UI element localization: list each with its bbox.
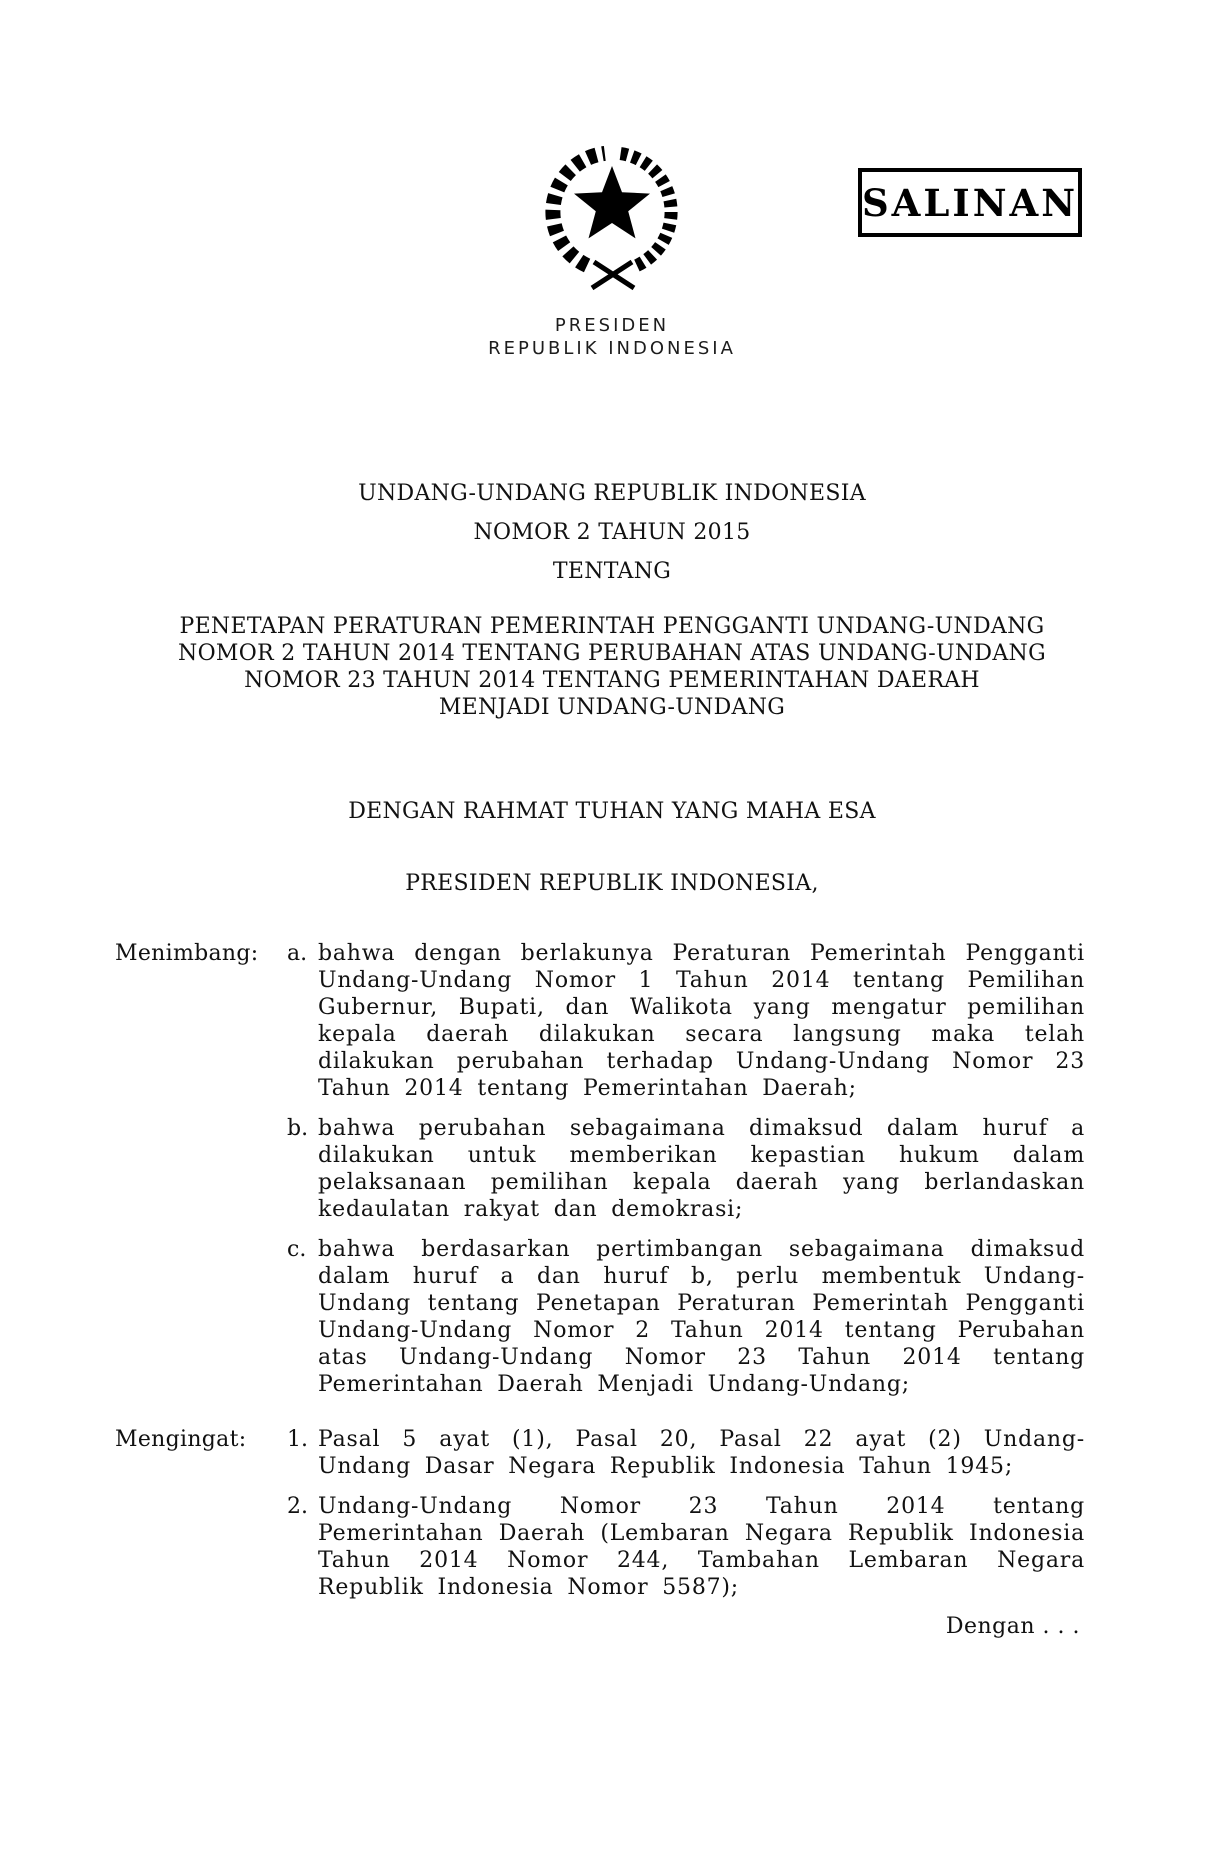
item-marker: 1.: [287, 1427, 308, 1452]
document-title-line1: UNDANG-UNDANG REPUBLIK INDONESIA: [358, 481, 866, 506]
recalling-section: [0, 1426, 1224, 1601]
letterhead-line1: PRESIDEN: [554, 315, 670, 336]
document-title-line3: TENTANG: [552, 559, 672, 584]
item-text: bahwa berdasarkan pertimbangan sebagaimana dimaksud dalam huruf a dan huruf b, perlu membentuk Undang-Undang tentang Penetapan Peraturan Pemerintah Pengganti Undang-Undang Nomor 2 Tahun 2014 tentang Perubahan atas Undang-Undang Nomor 23 Tahun 2014 tentang Pemerintahan Daerah Menjadi Undang-Undang;: [318, 1237, 1085, 1397]
item-marker: c.: [287, 1237, 307, 1262]
document-subject: [0, 613, 1224, 721]
item-text: Pasal 5 ayat (1), Pasal 20, Pasal 22 ayat (2) Undang-Undang Dasar Negara Republik Indonesia Tahun 1945;: [318, 1427, 1085, 1479]
considering-label: Menimbang:: [115, 941, 259, 966]
authority-line: PRESIDEN REPUBLIK INDONESIA,: [405, 871, 819, 896]
item-text: bahwa dengan berlakunya Peraturan Pemerintah Pengganti Undang-Undang Nomor 1 Tahun 2014 tentang Pemilihan Gubernur, Bupati, dan Walikota yang mengatur pemilihan kepala daerah dilakukan secara langsung maka telah dilakukan perubahan terhadap Undang-Undang Nomor 23 Tahun 2014 tentang Pemerintahan Daerah;: [318, 941, 1085, 1101]
item-marker: 2.: [287, 1494, 308, 1519]
letterhead-line2: REPUBLIK INDONESIA: [488, 338, 736, 359]
considering-item-b: [287, 1115, 1085, 1223]
considering-item-c: [287, 1236, 1085, 1398]
salinan-stamp-label: SALINAN: [861, 180, 1079, 225]
subject-line4: MENJADI UNDANG-UNDANG: [438, 695, 786, 720]
recalling-label: Mengingat:: [115, 1427, 247, 1452]
subject-line3: NOMOR 23 TAHUN 2014 TENTANG PEMERINTAHAN DAERAH: [244, 668, 980, 693]
recalling-item-1: [287, 1426, 1085, 1480]
considering-items: [287, 940, 1085, 1398]
item-text: bahwa perubahan sebagaimana dimaksud dalam huruf a dilakukan untuk memberikan kepastian hukum dalam pelaksanaan pemilihan kepala daerah yang berlandaskan kedaulatan rakyat dan demokrasi;: [318, 1116, 1085, 1222]
recalling-items: [287, 1426, 1085, 1601]
considering-section: [0, 940, 1224, 1398]
subject-line2: NOMOR 2 TAHUN 2014 TENTANG PERUBAHAN ATAS UNDANG-UNDANG: [178, 641, 1046, 666]
item-marker: a.: [287, 941, 308, 966]
page-catchword: Dengan . . .: [945, 1614, 1080, 1639]
item-marker: b.: [287, 1116, 309, 1141]
invocation-line: DENGAN RAHMAT TUHAN YANG MAHA ESA: [348, 799, 876, 824]
recalling-item-2: [287, 1493, 1085, 1601]
document-title-line2: NOMOR 2 TAHUN 2015: [473, 520, 751, 545]
considering-item-a: [287, 940, 1085, 1102]
subject-line1: PENETAPAN PERATURAN PEMERINTAH PENGGANTI UNDANG-UNDANG: [179, 614, 1045, 639]
item-text: Undang-Undang Nomor 23 Tahun 2014 tentang Pemerintahan Daerah (Lembaran Negara Republik Indonesia Tahun 2014 Nomor 244, Tambahan Lembaran Negara Republik Indonesia Nomor 5587);: [318, 1494, 1085, 1600]
